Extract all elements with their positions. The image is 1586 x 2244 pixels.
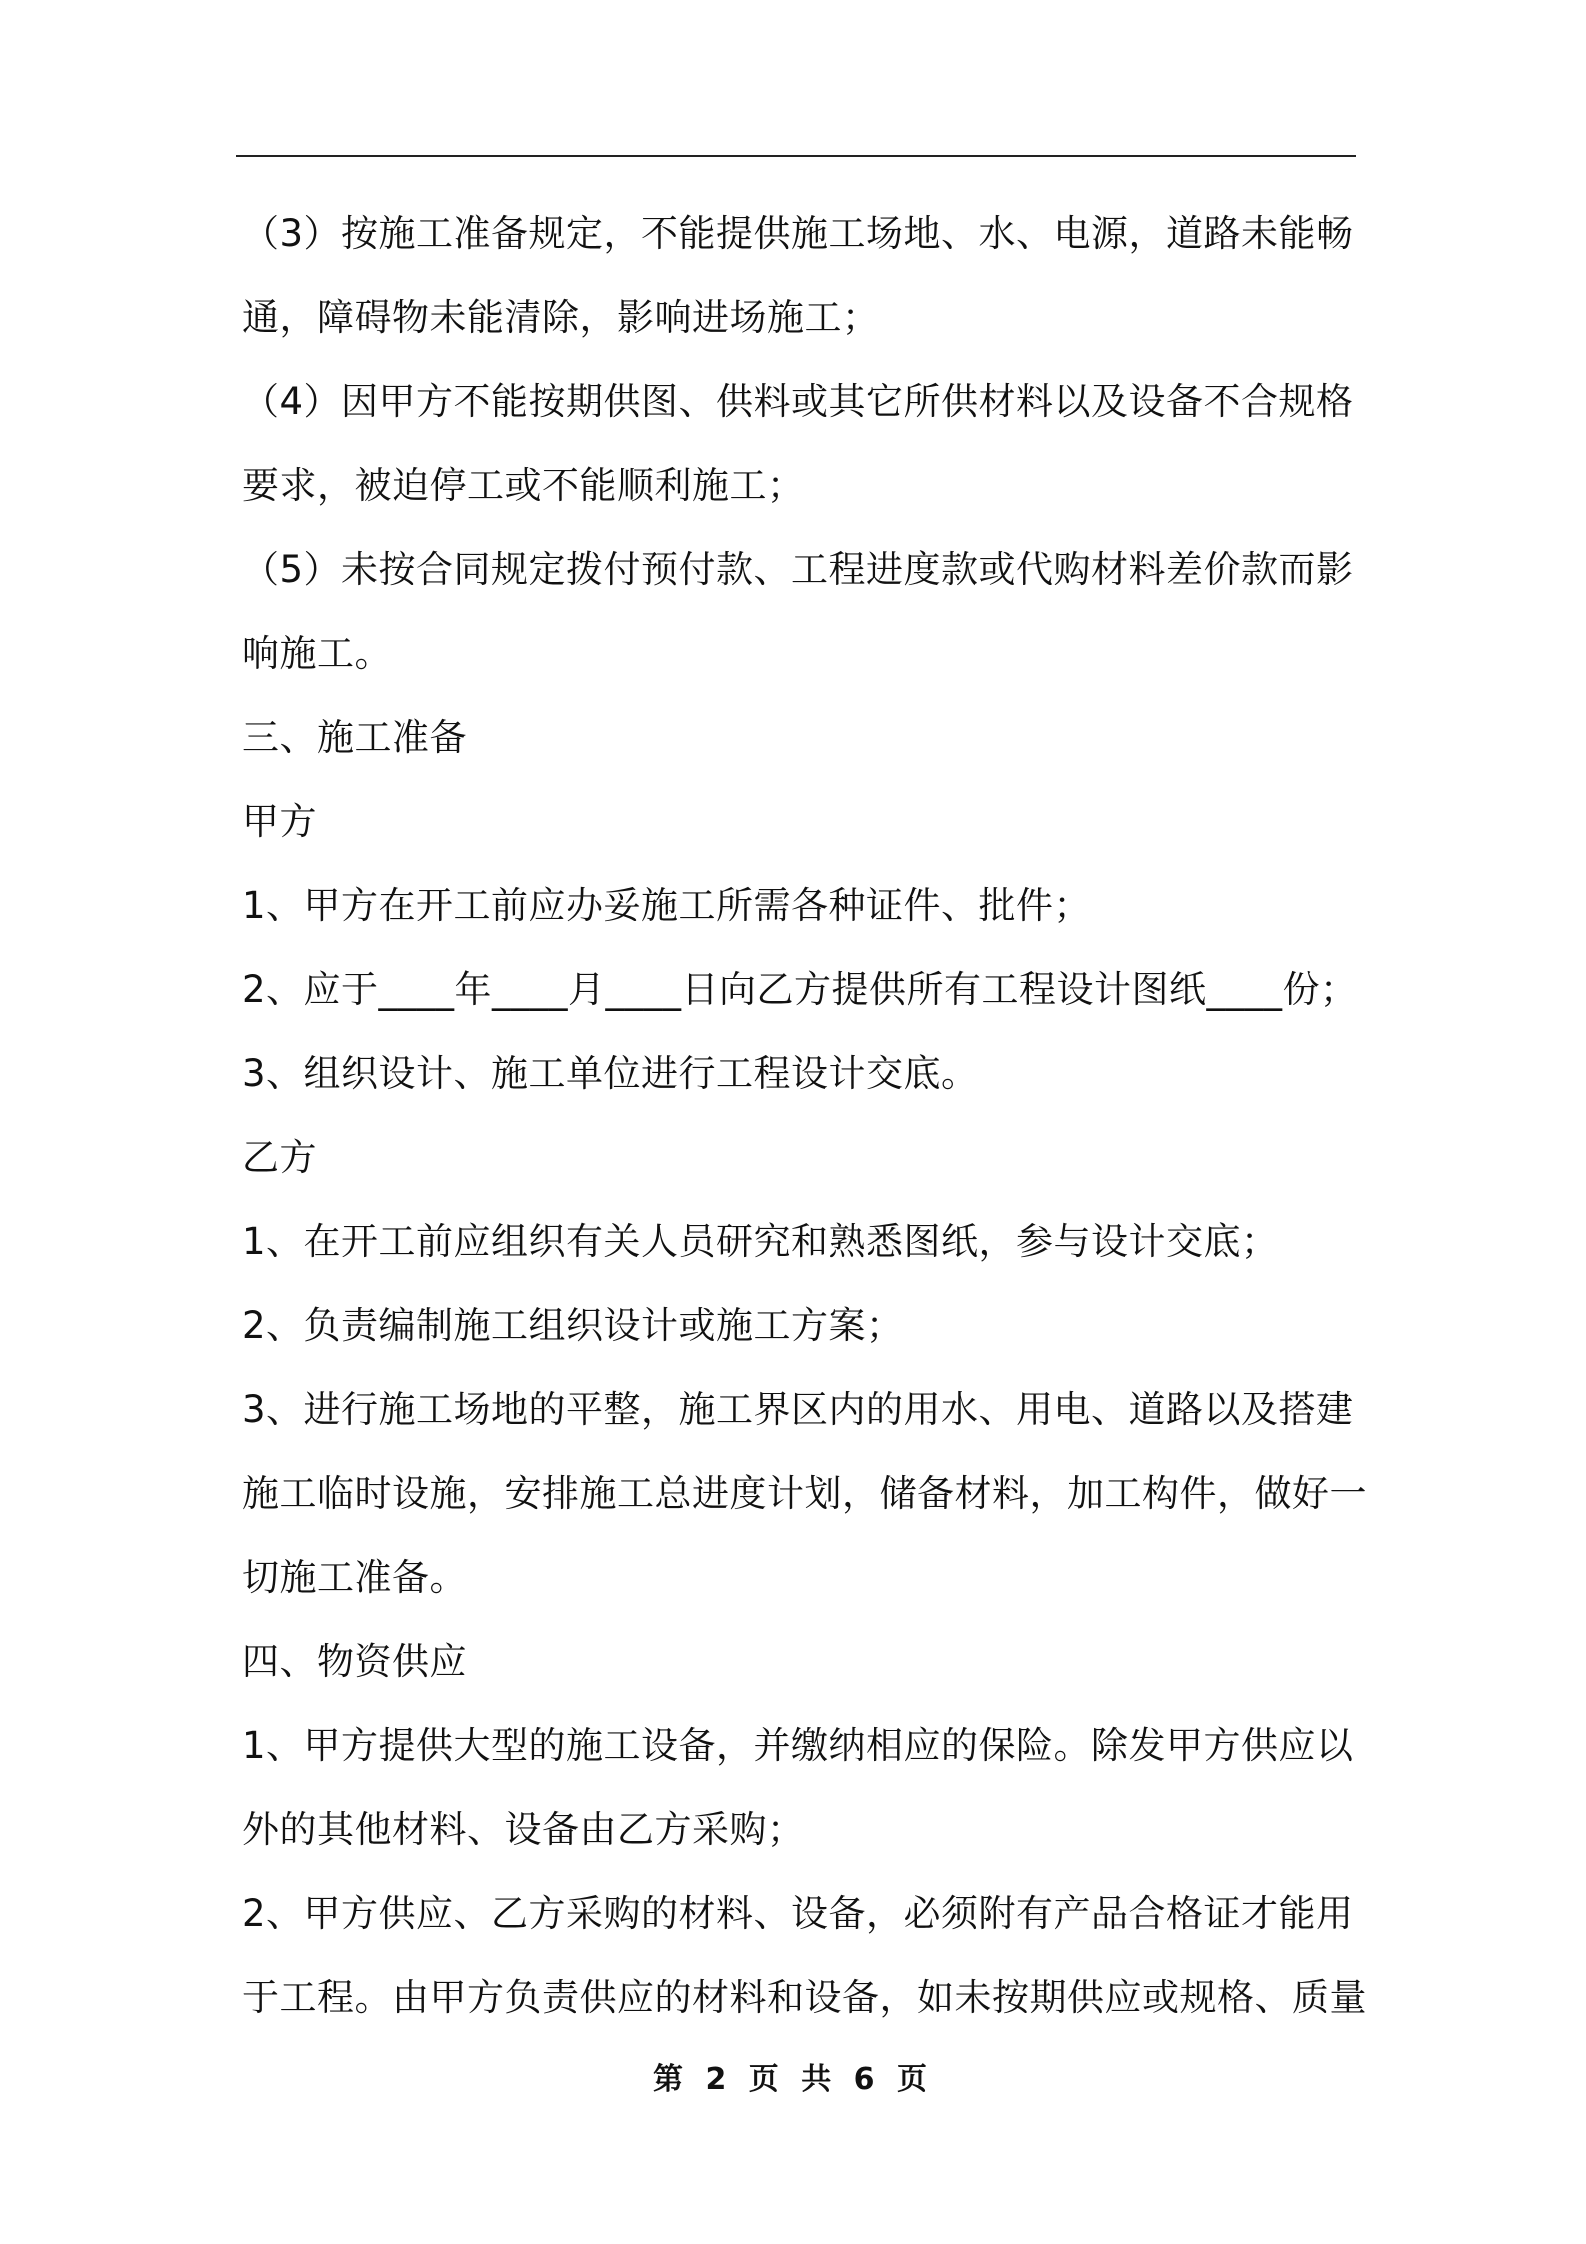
- text-line: 2、负责编制施工组织设计或施工方案；: [242, 1304, 904, 1347]
- section-heading: 三、施工准备: [242, 716, 467, 759]
- text-line: 于工程。由甲方负责供应的材料和设备，如未按期供应或规格、质量: [242, 1976, 1367, 2019]
- text-line: 3、组织设计、施工单位进行工程设计交底。: [242, 1052, 979, 1095]
- page-number-footer: 第 2 页 共 6 页: [653, 2062, 933, 2097]
- section-heading: 四、物资供应: [242, 1640, 467, 1683]
- text-line: （3）按施工准备规定，不能提供施工场地、水、电源，道路未能畅: [242, 212, 1354, 255]
- text-line: 切施工准备。: [242, 1556, 467, 1599]
- text-line: 通，障碍物未能清除，影响进场施工；: [242, 296, 880, 339]
- text-line: 施工临时设施，安排施工总进度计划，储备材料，加工构件，做好一: [242, 1472, 1367, 1515]
- text-line: （5）未按合同规定拨付预付款、工程进度款或代购材料差价款而影: [242, 548, 1354, 591]
- header-rule: [236, 155, 1356, 157]
- text-line: 3、进行施工场地的平整，施工界区内的用水、用电、道路以及搭建: [242, 1388, 1354, 1431]
- subsection-heading: 乙方: [242, 1136, 317, 1179]
- text-line: 1、在开工前应组织有关人员研究和熟悉图纸，参与设计交底；: [242, 1220, 1279, 1263]
- subsection-heading: 甲方: [242, 800, 317, 843]
- text-line: 外的其他材料、设备由乙方采购；: [242, 1808, 805, 1851]
- text-line: 响施工。: [242, 632, 392, 675]
- text-line: （4）因甲方不能按期供图、供料或其它所供材料以及设备不合规格: [242, 380, 1354, 423]
- text-line: 1、甲方提供大型的施工设备，并缴纳相应的保险。除发甲方供应以: [242, 1724, 1354, 1767]
- text-line: 要求，被迫停工或不能顺利施工；: [242, 464, 805, 507]
- text-line: 2、甲方供应、乙方采购的材料、设备，必须附有产品合格证才能用: [242, 1892, 1354, 1935]
- text-line: 1、甲方在开工前应办妥施工所需各种证件、批件；: [242, 884, 1092, 927]
- text-line: 2、应于____年____月____日向乙方提供所有工程设计图纸____份；: [242, 968, 1358, 1011]
- document-body: [242, 192, 1367, 2040]
